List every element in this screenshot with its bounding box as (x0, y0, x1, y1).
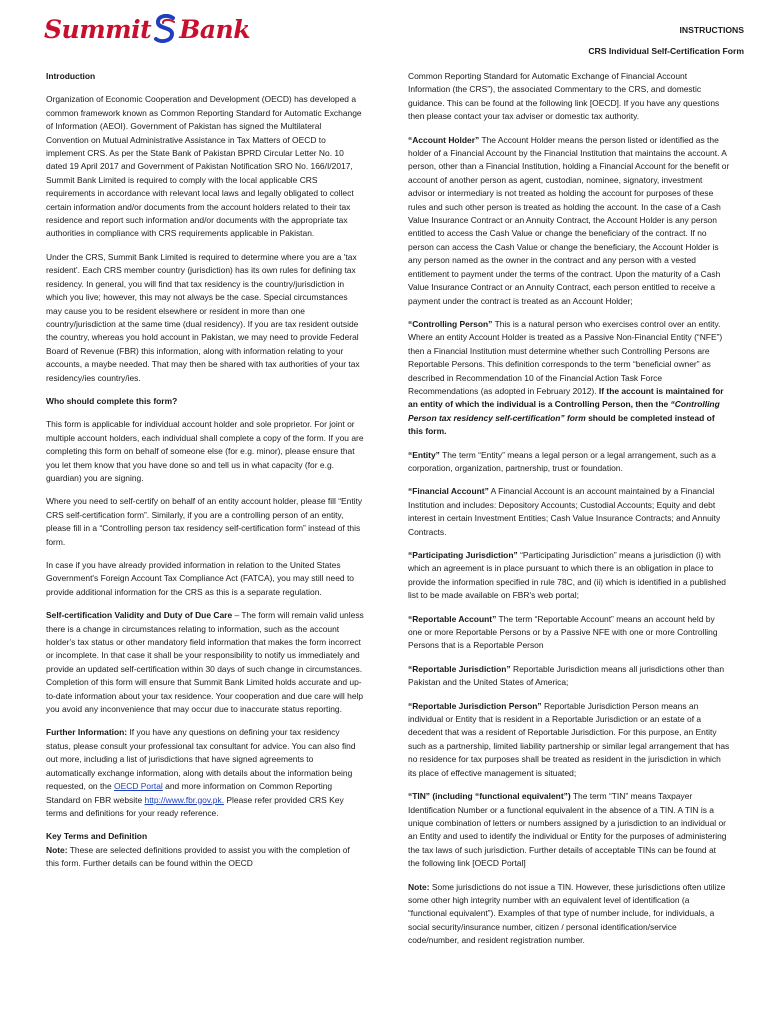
reportable-jurisdiction-person-text: Reportable Jurisdiction Person means an individual or Entity that is resident in a Reportable Jurisdiction or an estate of a decedent that was a resident of Reportable Jurisdiction. For this purpose, an Entity such as a partnership, limited liability partnership or similar legal arrangement that has no residence for tax purposes shall be treated as resident in the jurisdiction in which its place of effective management is situated; (408, 700, 730, 778)
form-title: CRS Individual Self-Certification Form (588, 46, 744, 56)
key-terms-heading: Key Terms and Definition (46, 831, 148, 842)
controlling-person-text: This is a natural person who exercises control over an entity. Where an entity Account Holder is treated as a Passive Non-Financial Entity (“NFE”) then a Financial Institution must determine whether such Controlling Persons are Reportable Persons. This definition corresponds to the term “beneficial owner” as described in Recommendation 10 of the Financial Action Task Force Recommendations (as adopted in February 2012). (408, 318, 723, 396)
reportable-jurisdiction-definition (408, 663, 730, 690)
introduction-heading: Introduction (46, 71, 96, 81)
tin-note (408, 881, 730, 948)
validity-label: Self-certification Validity and Duty of Due Care (46, 610, 233, 621)
intro-paragraph: Organization of Economic Cooperation and Development (OECD) has developed a common framework known as Common Reporting Standard for Automatic Exchange of Information (AEOI). Government of Pakistan has signed the Multilateral Convention on Mutual Administrative Assistance in Tax Matters of OECD to implement CRS. As per the State Bank of Pakistan BPRD Circular Letter No. 10 dated 19 April 2017 and Government of Pakistan Notification SRO No. 166/I/2017, Summit Bank Limited is required to comply with the local applicable CRS requirements in accordance with relevant local laws and legally obligated to collect certain information and/or documents from the account holders related to their tax residence and report such information and/or documents with the appropriate tax authorities in compliance with CRS requirements applicable in Pakistan. (46, 94, 362, 239)
further-info-text-3: Please refer provided CRS Key terms and definitions for your ready reference. (46, 794, 344, 818)
entity-term: “Entity” (408, 449, 440, 460)
reportable-account-definition (408, 613, 730, 653)
logo-s-mark-icon (153, 14, 177, 44)
summit-bank-logo (44, 12, 250, 46)
financial-account-definition (408, 485, 730, 539)
entity-definition (408, 449, 730, 476)
financial-account-text: A Financial Account is an account maintained by a Financial Institution and includes: Depository Accounts; Custodial Accounts; Equity and debt interest in certain Investment Entities; Cash Value Insurance Contracts; and Annuity Contracts. (408, 486, 721, 537)
further-info-text-1: If you have any questions on defining your tax residency status, please consult your professional tax consultant for advice. You can also find out more, including a list of jurisdictions that have signed agreements to automatically exchange information, along with details about the information being requested, on the (46, 727, 356, 792)
tin-term: “TIN” (including “functional equivalent”) (408, 791, 571, 802)
right-column (408, 70, 730, 948)
reportable-jurisdiction-person-term: “Reportable Jurisdiction Person” (408, 700, 542, 711)
further-info-label: Further Information: (46, 727, 128, 738)
note-text: These are selected definitions provided to assist you with the completion of this form. Further details can be found within the OECD (46, 844, 350, 869)
tin-definition (408, 790, 730, 870)
applicability-paragraph: This form is applicable for individual account holder and sole proprietor. For joint or multiple account holders, each individual shall complete a copy of the form. If you are completing this form on behalf of someone else (for e.g. minor), please ensure that you let them know that you have done so and tell us in what capacity (for e.g. guardian) you are signing. (46, 419, 364, 483)
tin-text: The term “TIN” means Taxpayer Identification Number or a functional equivalent in the absence of a TIN. A TIN is a unique combination of letters or numbers assigned by a jurisdiction to an individual or an Entity and used to identify the individual or Entity for the purposes of administering the tax laws of such jurisdiction. Further details of acceptable TINs can be found at the following link [OECD Portal] (408, 791, 727, 869)
reportable-jurisdiction-term: “Reportable Jurisdiction” (408, 663, 511, 674)
controlling-person-form-name: “Controlling Person tax residency self-certification” form (408, 399, 720, 423)
account-holder-definition (408, 134, 730, 308)
further-information-paragraph (46, 726, 364, 820)
controlling-person-definition (408, 318, 730, 439)
key-terms-block (46, 830, 364, 870)
controlling-person-bold-text-2: should be completed instead of this form. (408, 412, 715, 437)
who-should-complete-heading: Who should complete this form? (46, 395, 178, 406)
further-info-text-2: and more information on Common Reporting Standard on FBR website (46, 781, 333, 805)
fatca-paragraph: In case if you have already provided information in relation to the United States Government's Foreign Account Tax Compliance Act (FATCA), you may still need to provide additional information for the CRS as this is a separate regulation. (46, 560, 354, 597)
tax-resident-paragraph: Under the CRS, Summit Bank Limited is required to determine where you are a 'tax resident'. Each CRS member country (jurisdiction) has its own rules for defining tax residency. In general, you will find that tax residency is the country/jurisdiction in which you live; however, this may not always be the case. Special circumstances may cause you to be resident elsewhere or resident in more than one country/jurisdiction at the same time (dual residency). If you are tax resident outside the country, whereas you hold account in Pakistan, we may need to provide Federal Board of Revenue (FBR) this information, along with information relating to your accounts, a maybe needed. That may then be shared with tax authorities of your tax residency/ies country/ies. (46, 251, 360, 383)
account-holder-term: “Account Holder” (408, 134, 480, 145)
entity-self-certify-paragraph: Where you need to self-certify on behalf of an entity account holder, please fill “Entity CRS self-certification form”. Similarly, if you are a controlling person of an entity, please fill in a “Controlling person tax residency self-certification form” instead of this form. (46, 496, 363, 547)
reportable-jurisdiction-text: Reportable Jurisdiction means all jurisdictions other than Pakistan and the United States of America; (408, 663, 725, 688)
reportable-account-term: “Reportable Account” (408, 613, 497, 624)
validity-paragraph (46, 609, 364, 716)
crs-reference-paragraph: Common Reporting Standard for Automatic Exchange of Financial Account Information (the CRS”), the associated Commentary to the CRS, and domestic guidance. This can be found at the following link [OECD]. If you have any questions then please contact your tax adviser or domestic tax authority. (408, 71, 720, 122)
note-label: Note: (46, 844, 68, 855)
tin-note-label: Note: (408, 881, 430, 892)
instructions-label: INSTRUCTIONS (679, 25, 744, 35)
participating-jurisdiction-text: “Participating Jurisdiction” means a jurisdiction (i) with which an agreement is in place pursuant to which there is an obligation in place to provide the information specified in rule 78C, and (ii) which is identified in a published list to be made available on FBR's web portal; (408, 550, 726, 601)
left-column (46, 70, 364, 871)
controlling-person-bold-text: If the account is maintained for an entity of which the individual is a Controlling Person, then the (408, 385, 724, 410)
fbr-website-link[interactable]: http://www.fbr.gov.pk. (144, 794, 225, 805)
participating-jurisdiction-definition (408, 549, 730, 603)
controlling-person-term: “Controlling Person” (408, 318, 493, 329)
financial-account-term: “Financial Account” (408, 486, 489, 497)
entity-text: The term “Entity” means a legal person or a legal arrangement, such as a corporation, organization, partnership, trust or foundation. (408, 449, 716, 473)
participating-jurisdiction-term: “Participating Jurisdiction” (408, 550, 518, 560)
logo-word-summit: Summit (44, 14, 152, 44)
header-right (588, 20, 744, 62)
account-holder-text: The Account Holder means the person listed or identified as the holder of a Financial Account by the Financial Institution that maintains the account. A person, other than a Financial Institution, holding a Financial Account for the benefit or account of another person as agent, custodian, nominee, signatory, investment advisor or intermediary is not treated as holding the account for purposes of these rules and such other person is treated as holding the account. In the case of a Cash Value Insurance Contract or an Annuity Contract, the Account Holder is any person entitled to access the Cash Value or change the beneficiary of the contract. If no person can access the Cash Value or change the beneficiary, the Account Holder is any person named as the owner in the contract and any person with a vested entitlement to payment under the terms of the contract. Upon the maturity of a Cash Value Insurance Contract or an Annuity Contract, each person entitled to receive a payment under the contract is treated as an Account Holder; (408, 134, 730, 306)
reportable-account-text: The term “Reportable Account” means an account held by one or more Reportable Persons or by a Passive NFE with one or more Controlling Persons that is a Reportable Person (408, 613, 718, 651)
tin-note-text: Some jurisdictions do not issue a TIN. However, these jurisdictions often utilize some other high integrity number with an equivalent level of identification (a “functional equivalent”). Examples of that type of number include, for individuals, a social security/insurance number, citizen / personal identification/service code/number, and resident registration number. (408, 881, 726, 946)
reportable-jurisdiction-person-definition (408, 700, 730, 780)
validity-text: – The form will remain valid unless there is a change in circumstances relating to information, such as the account holder's tax status or other mandatory field information that makes the form incorrect or incomplete. In that case it shall be your responsibility to notify us immediately and provide an updated self-certification within 30 days of such change in circumstances. Completion of this form will ensure that Summit Bank Limited holds accurate and up-to-date information about your tax residence. Your cooperation and due care will help you avoid any inconvenience that may occur due to inaccurate status reporting. (46, 610, 364, 715)
logo-word-bank: Bank (179, 14, 251, 44)
oecd-portal-link[interactable]: OECD Portal (114, 781, 163, 792)
